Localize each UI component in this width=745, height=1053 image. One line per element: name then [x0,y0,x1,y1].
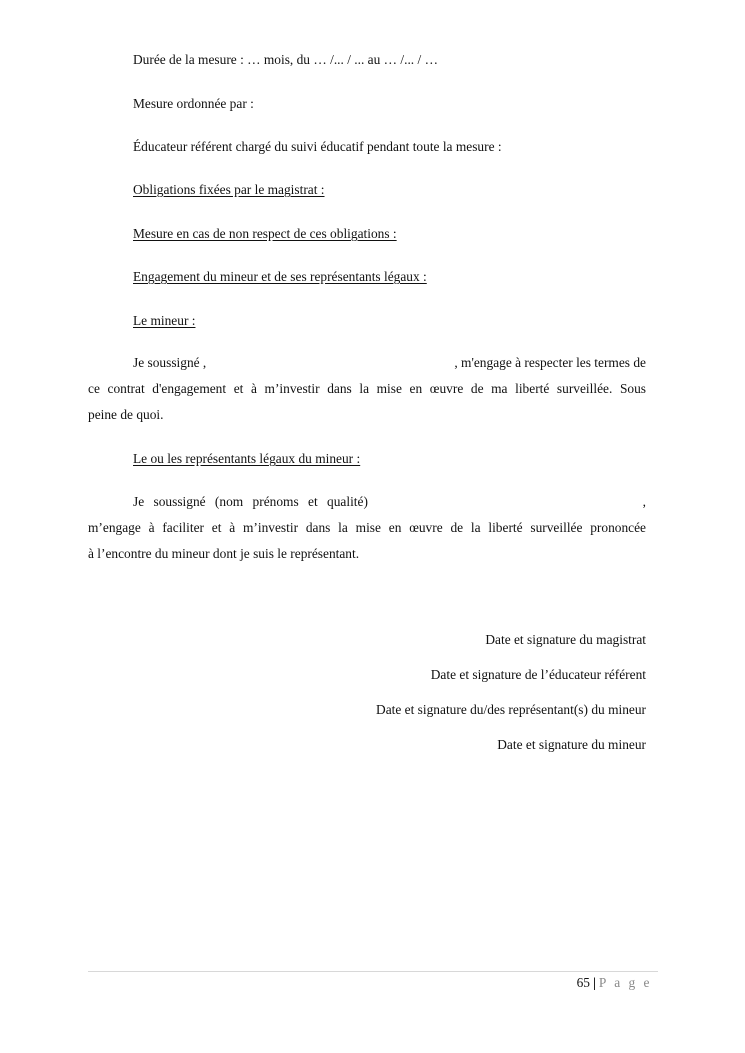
footer-separator: | [592,975,596,990]
ordered-by-field: Mesure ordonnée par : [133,96,254,111]
signature-minor: Date et signature du mineur [497,737,646,752]
minor-engage-text: , m'engage à respecter les termes de [454,355,646,370]
minor-paragraph-line-2: ce contrat d'engagement et à m’investir dans la mise en œuvre de ma liberté surveillée. Sous [88,381,646,396]
minor-paragraph-line-3: peine de quoi. [88,407,164,422]
footer-divider [88,971,658,972]
reps-paragraph-line-3: à l’encontre du mineur dont je suis le représentant. [88,546,360,561]
minor-paragraph-line-1 [133,355,646,371]
educator-field: Éducateur référent chargé du suivi éducatif pendant toute la mesure : [133,139,502,154]
duration-field: Durée de la mesure : … mois, du … /... / ... au … /... / … [133,52,438,67]
obligations-heading: Obligations fixées par le magistrat : [133,182,325,197]
representatives-heading: Le ou les représentants légaux du mineur : [133,451,361,466]
page-footer [577,975,652,991]
page-number: 65 [576,975,590,990]
reps-paragraph-line-1 [133,494,646,510]
reps-paragraph-line-2: m’engage à faciliter et à m’investir dans la mise en œuvre de la liberté surveillée prononcée [88,520,646,535]
reps-soussigne-text: Je soussigné (nom prénoms et qualité) [133,494,368,509]
signature-representatives: Date et signature du/des représentant(s) du mineur [376,702,646,717]
minor-soussigne-text: Je soussigné , [133,355,207,370]
engagement-heading: Engagement du mineur et de ses représentants légaux : [133,269,427,284]
signature-magistrate: Date et signature du magistrat [485,632,646,647]
reps-comma: , [642,494,646,509]
signature-educator: Date et signature de l’éducateur référent [430,667,646,682]
minor-heading: Le mineur : [133,313,196,328]
page-label: P a g e [598,975,652,990]
non-respect-heading: Mesure en cas de non respect de ces obligations : [133,226,397,241]
